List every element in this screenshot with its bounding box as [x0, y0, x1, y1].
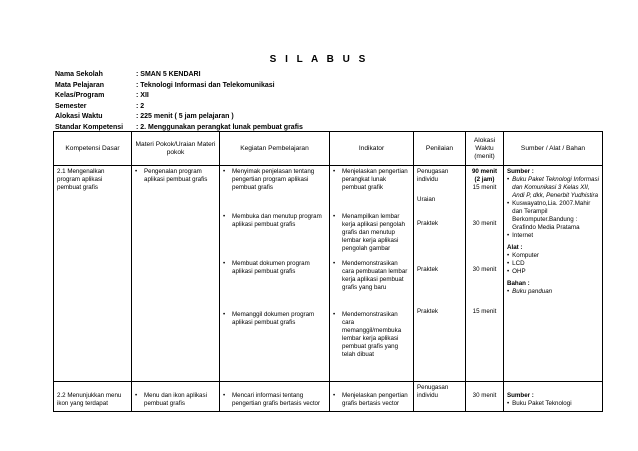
- info-row: [55, 81, 303, 92]
- cell-materi: • Pengenalan program aplikasi pembuat grafis: [132, 166, 220, 382]
- kegiatan-item: Membuat dokumen program aplikasi pembuat grafis: [232, 260, 310, 275]
- penilaian-item: Praktek: [417, 308, 438, 315]
- bahan-list: • Buku panduan: [507, 288, 553, 295]
- bahan-item: Buku panduan: [512, 288, 553, 295]
- indikator-item: Mendemonstrasikan cara memanggil/membuka lembar kerja aplikasi pembuat grafis yang telah dibuat: [342, 311, 402, 358]
- kegiatan-item: Menyimak penjelasan tentang pengertian program aplikasi pembuat grafis: [232, 168, 315, 191]
- cell-kompetensi: 2.2 Menunjukkan menu ikon yang terdapat: [54, 382, 132, 412]
- sumber-item: Buku Paket Teknologi: [512, 400, 572, 407]
- info-key: Kelas/Program: [55, 92, 105, 99]
- penilaian-item: Praktek: [417, 266, 438, 273]
- waktu-total: 90 menit: [471, 168, 498, 175]
- info-key: Nama Sekolah: [55, 71, 103, 78]
- cell-indikator: • Menjelaskan pengertian perangkat lunak pembuat grafik • Menampilkan lembar kerja aplikasi pengolah grafis dan menutup lembar kerja aplikasi pengolah gambar • Mendemonstrasikan cara pembuatan lembar kerja aplikasi pembuat grafis yang baru • Mendemonstrasikan cara memanggil/membuka lembar kerja aplikasi pembuat grafis yang telah dibuat: [330, 166, 414, 382]
- materi-item: Pengenalan program aplikasi pembuat grafis: [144, 168, 208, 183]
- header-alokasi: Alokasi Waktu (menit): [466, 132, 504, 166]
- header-indikator: Indikator: [330, 132, 414, 166]
- sumber-label: Sumber :: [507, 168, 534, 175]
- cell-alokasi: 30 menit: [466, 382, 504, 412]
- penilaian-item: Praktek: [417, 220, 438, 227]
- sumber-item: Internet: [512, 232, 534, 239]
- sumber-list: • Buku Paket Teknologi Informasi dan Komunikasi 3 Kelas XII, Andi P, dkk, Penerbit Yudhistira • Kuswayatno,Lia. 2007.Mahir dan Terampil Berkomputer.Bandung : Grafindo Media Pratama • Internet: [507, 176, 599, 239]
- info-value: : 2. Menggunakan perangkat lunak pembuat grafis: [136, 123, 303, 131]
- alat-item: Komputer: [512, 252, 539, 259]
- cell-kompetensi: 2.1 Mengenalkan program aplikasi pembuat grafis: [54, 166, 132, 382]
- cell-materi: • Menu dan ikon aplikasi pembuat grafis: [132, 382, 220, 412]
- cell-alokasi: [466, 166, 504, 382]
- info-key: Semester: [55, 102, 87, 110]
- sumber-label: Sumber :: [507, 392, 534, 399]
- sumber-item: Buku Paket Teknologi Informasi dan Komunikasi 3 Kelas XII, Andi P, dkk, Penerbit Yudhistira: [512, 176, 599, 199]
- info-key: Standar Kompetensi: [55, 123, 124, 131]
- cell-penilaian: Penugasan individu: [414, 382, 466, 412]
- waktu-item: 30 menit: [472, 220, 497, 227]
- info-key: Alokasi Waktu: [55, 113, 103, 120]
- kegiatan-item: Memanggil dokumen program aplikasi pembuat grafis: [232, 311, 315, 326]
- penilaian-item: Penugasan individu: [417, 168, 449, 183]
- alat-label: Alat :: [507, 244, 523, 251]
- cell-sumber: [504, 382, 603, 412]
- indikator-item: Menjelaskan pengertian perangkat lunak pembuat grafik: [342, 168, 408, 191]
- cell-kegiatan: • Menyimak penjelasan tentang pengertian program aplikasi pembuat grafis • Membuka dan menutup program aplikasi pembuat grafis • Membuat dokumen program aplikasi pembuat grafis • Memanggil dokumen program aplikasi pembuat grafis: [220, 166, 330, 382]
- silabus-table: [53, 131, 603, 412]
- info-row: [55, 112, 303, 123]
- table-row: [54, 382, 603, 412]
- header-materi: Materi Pokok/Uraian Materi pokok: [132, 132, 220, 166]
- waktu-item: 15 menit: [472, 308, 497, 315]
- info-value: : 225 menit ( 5 jam pelajaran ): [136, 113, 234, 120]
- info-block: [55, 70, 303, 133]
- info-value: : XII: [136, 92, 149, 99]
- info-row: [55, 91, 303, 102]
- info-row: [55, 102, 303, 113]
- kegiatan-item: Mencari informasi tentang pengertian grafis bertasis vector: [232, 392, 321, 407]
- info-value: : 2: [136, 102, 145, 110]
- alat-item: LCD: [512, 260, 525, 267]
- waktu-item: 15 menit: [472, 184, 497, 191]
- alat-list: • Komputer • LCD • OHP: [507, 252, 539, 275]
- penilaian-item: Uraian: [417, 196, 436, 203]
- indikator-item: Mendemonstrasikan cara pembuatan lembar kerja aplikasi pembuat grafis yang baru: [342, 260, 408, 291]
- info-key: Mata Pelajaran: [55, 81, 105, 89]
- cell-sumber: [504, 166, 603, 382]
- bahan-label: Bahan :: [507, 280, 530, 287]
- waktu-jam: (2 jam): [474, 176, 495, 183]
- alat-item: OHP: [512, 268, 526, 275]
- info-value: : SMAN 5 KENDARI: [136, 71, 201, 78]
- info-row: [55, 70, 303, 81]
- cell-penilaian: [414, 166, 466, 382]
- cell-kegiatan: • Mencari informasi tentang pengertian grafis bertasis vector: [220, 382, 330, 412]
- waktu-item: 30 menit: [472, 266, 497, 273]
- cell-indikator: • Menjelaskan pengertian grafis bertasis vector: [330, 382, 414, 412]
- materi-item: Menu dan ikon aplikasi pembuat grafis: [144, 392, 207, 407]
- table-row: [54, 166, 603, 382]
- indikator-item: Menampilkan lembar kerja aplikasi pengolah grafis dan menutup lembar kerja aplikasi pengolah gambar: [342, 213, 405, 252]
- sumber-item: Kuswayatno,Lia. 2007.Mahir dan Terampil Berkomputer.Bandung : Grafindo Media Pratama: [512, 200, 591, 231]
- sumber-list: • Buku Paket Teknologi: [507, 400, 572, 407]
- header-sumber: Sumber / Alat / Bahan: [504, 132, 603, 166]
- document-title: S I L A B U S: [269, 54, 369, 65]
- indikator-item: Menjelaskan pengertian grafis bertasis vector: [342, 392, 408, 407]
- info-value: : Teknologi Informasi dan Telekomunikasi: [136, 81, 275, 89]
- header-penilaian: Penilaian: [414, 132, 466, 166]
- header-kegiatan: Kegiatan Pembelajaran: [220, 132, 330, 166]
- table-header-row: [54, 132, 603, 166]
- header-kompetensi: Kompetensi Dasar: [54, 132, 132, 166]
- kegiatan-item: Membuka dan menutup program aplikasi pembuat grafis: [232, 213, 322, 228]
